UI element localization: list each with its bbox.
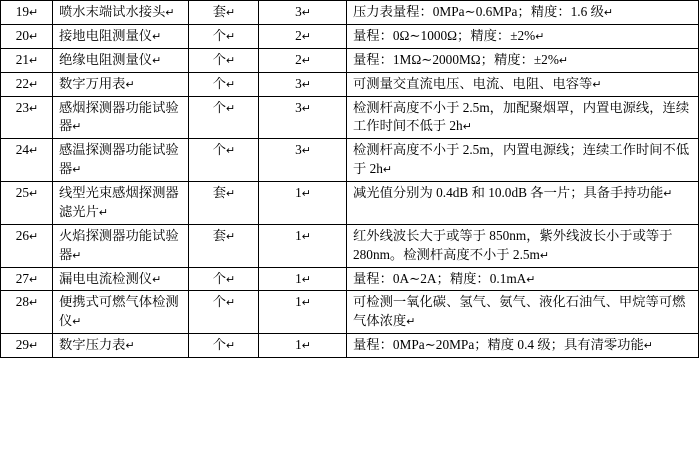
equipment-quantity-text: 3 (295, 4, 302, 19)
equipment-quantity-text: 3 (295, 75, 302, 91)
equipment-name (53, 267, 189, 291)
paragraph-mark-icon: ↵ (603, 7, 614, 19)
paragraph-mark-icon: ↵ (663, 188, 673, 200)
table-row (1, 334, 699, 358)
paragraph-mark-icon: ↵ (152, 273, 162, 286)
paragraph-mark-icon: ↵ (165, 7, 175, 19)
table-row (1, 96, 699, 139)
equipment-quantity (259, 139, 347, 182)
row-index-text: 22 (15, 75, 30, 91)
equipment-unit-text: 套 (212, 185, 227, 200)
equipment-unit (189, 139, 259, 182)
paragraph-mark-icon: ↵ (226, 145, 236, 158)
equipment-spec (347, 24, 699, 48)
equipment-unit-text: 个 (212, 51, 227, 67)
paragraph-mark-icon: ↵ (29, 54, 39, 67)
equipment-name-text: 绝缘电阻测量仪 (59, 51, 153, 67)
equipment-quantity (259, 267, 347, 291)
equipment-name (53, 48, 189, 72)
equipment-quantity (259, 1, 347, 25)
row-index (1, 48, 53, 72)
equipment-quantity (259, 334, 347, 358)
table-row (1, 48, 699, 72)
paragraph-mark-icon: ↵ (226, 230, 236, 243)
equipment-name-text: 数字万用表 (59, 75, 126, 91)
paragraph-mark-icon: ↵ (301, 273, 311, 286)
equipment-unit (189, 182, 259, 225)
paragraph-mark-icon: ↵ (29, 273, 39, 286)
equipment-quantity-text: 2 (295, 51, 302, 67)
equipment-unit-text: 个 (212, 142, 227, 158)
equipment-name-text: 接地电阻测量仪 (59, 27, 153, 43)
equipment-name-text: 数字压力表 (59, 337, 126, 353)
equipment-unit (189, 267, 259, 291)
paragraph-mark-icon: ↵ (29, 188, 39, 200)
paragraph-mark-icon: ↵ (526, 273, 536, 286)
equipment-name-text: 感温探测器功能试验器 (59, 142, 179, 177)
paragraph-mark-icon: ↵ (29, 340, 39, 353)
equipment-quantity (259, 96, 347, 139)
paragraph-mark-icon: ↵ (226, 340, 236, 353)
paragraph-mark-icon: ↵ (226, 297, 236, 310)
equipment-unit-text: 套 (212, 4, 227, 19)
equipment-name (53, 334, 189, 358)
row-index-text: 21 (15, 51, 30, 67)
row-index (1, 291, 53, 334)
paragraph-mark-icon: ↵ (301, 145, 311, 158)
row-index (1, 1, 53, 25)
paragraph-mark-icon: ↵ (72, 316, 82, 329)
equipment-quantity-text: 2 (295, 27, 302, 43)
equipment-name-text: 感烟探测器功能试验器 (59, 99, 179, 134)
equipment-spec-text: 量程：0A∼2A；精度：0.1mA (353, 270, 527, 286)
paragraph-mark-icon: ↵ (301, 102, 311, 115)
row-index (1, 24, 53, 48)
equipment-spec-text: 压力表量程：0MPa∼0.6MPa；精度：1.6 级 (353, 4, 604, 19)
equipment-quantity (259, 72, 347, 96)
paragraph-mark-icon: ↵ (558, 54, 569, 67)
equipment-unit-text: 套 (212, 227, 227, 243)
equipment-name-text: 便携式可燃气体检测仪 (59, 294, 179, 329)
equipment-spec-text: 可测量交直流电压、电流、电阻、电容等 (353, 75, 593, 91)
paragraph-mark-icon: ↵ (72, 249, 82, 262)
equipment-spec-text: 量程：0MPa∼20MPa；精度 0.4 级；具有清零功能 (353, 337, 644, 353)
equipment-name (53, 1, 189, 25)
paragraph-mark-icon: ↵ (301, 297, 311, 310)
equipment-quantity (259, 48, 347, 72)
equipment-spec-text: 检测杆高度不小于 2.5m，内置电源线；连续工作时间不低于 2h (353, 142, 690, 177)
paragraph-mark-icon: ↵ (29, 7, 39, 19)
paragraph-mark-icon: ↵ (29, 102, 39, 115)
equipment-quantity-text: 3 (295, 142, 302, 158)
paragraph-mark-icon: ↵ (152, 30, 162, 43)
equipment-spec (347, 72, 699, 96)
equipment-quantity-text: 1 (295, 337, 302, 353)
equipment-quantity (259, 291, 347, 334)
row-index-text: 28 (15, 294, 30, 310)
paragraph-mark-icon: ↵ (98, 206, 109, 219)
paragraph-mark-icon: ↵ (152, 54, 162, 67)
row-index-text: 27 (15, 270, 30, 286)
equipment-unit (189, 291, 259, 334)
paragraph-mark-icon: ↵ (643, 340, 653, 353)
equipment-name-text: 火焰探测器功能试验器 (59, 227, 179, 262)
row-index (1, 334, 53, 358)
row-index-text: 25 (15, 185, 30, 200)
row-index-text: 29 (15, 337, 30, 353)
equipment-quantity (259, 224, 347, 267)
paragraph-mark-icon: ↵ (29, 297, 39, 310)
row-index-text: 19 (15, 4, 30, 19)
row-index-text: 24 (15, 142, 30, 158)
paragraph-mark-icon: ↵ (301, 230, 311, 243)
equipment-spec (347, 224, 699, 267)
paragraph-mark-icon: ↵ (539, 249, 550, 262)
equipment-quantity (259, 182, 347, 225)
equipment-name (53, 182, 189, 225)
row-index (1, 96, 53, 139)
table-row (1, 24, 699, 48)
row-index (1, 139, 53, 182)
table-row (1, 224, 699, 267)
paragraph-mark-icon: ↵ (72, 121, 82, 134)
paragraph-mark-icon: ↵ (29, 78, 39, 91)
paragraph-mark-icon: ↵ (125, 340, 135, 353)
equipment-name (53, 24, 189, 48)
paragraph-mark-icon: ↵ (72, 164, 82, 177)
equipment-unit (189, 224, 259, 267)
paragraph-mark-icon: ↵ (226, 188, 236, 200)
paragraph-mark-icon: ↵ (301, 7, 311, 19)
equipment-unit-text: 个 (212, 294, 227, 310)
equipment-name (53, 139, 189, 182)
row-index-text: 20 (15, 27, 30, 43)
equipment-quantity-text: 1 (295, 270, 302, 286)
equipment-unit-text: 个 (212, 337, 227, 353)
table-row (1, 267, 699, 291)
equipment-unit-text: 个 (212, 27, 227, 43)
paragraph-mark-icon: ↵ (301, 78, 311, 91)
equipment-quantity-text: 1 (295, 227, 302, 243)
equipment-name (53, 224, 189, 267)
equipment-name (53, 72, 189, 96)
equipment-spec (347, 182, 699, 225)
equipment-spec-text: 减光值分别为 0.4dB 和 10.0dB 各一片；具备手持功能 (353, 185, 664, 200)
equipment-spec-text: 量程：1MΩ∼2000MΩ；精度：±2% (353, 51, 559, 67)
row-index (1, 182, 53, 225)
equipment-unit (189, 72, 259, 96)
paragraph-mark-icon: ↵ (29, 230, 39, 243)
equipment-spec-text: 检测杆高度不小于 2.5m，加配聚烟罩，内置电源线，连续工作时间不低于 2h (353, 99, 690, 134)
equipment-spec (347, 334, 699, 358)
paragraph-mark-icon: ↵ (226, 7, 236, 19)
equipment-spec-text: 红外线波长大于或等于 850nm，紫外线波长小于或等于 280nm。检测杆高度不小于 2.5m (353, 227, 676, 262)
equipment-spec-text: 可检测一氧化碳、氢气、氨气、液化石油气、甲烷等可燃气体浓度 (353, 294, 686, 329)
table-row (1, 1, 699, 25)
row-index (1, 224, 53, 267)
equipment-quantity-text: 1 (295, 185, 302, 200)
paragraph-mark-icon: ↵ (29, 30, 39, 43)
equipment-spec-text: 量程：0Ω∼1000Ω；精度：±2% (353, 27, 536, 43)
paragraph-mark-icon: ↵ (592, 78, 602, 91)
paragraph-mark-icon: ↵ (382, 164, 393, 177)
equipment-spec (347, 291, 699, 334)
paragraph-mark-icon: ↵ (226, 273, 236, 286)
table-body (1, 1, 699, 358)
paragraph-mark-icon: ↵ (535, 30, 545, 43)
row-index-text: 26 (15, 227, 30, 243)
paragraph-mark-icon: ↵ (301, 30, 311, 43)
equipment-quantity (259, 24, 347, 48)
equipment-unit (189, 48, 259, 72)
paragraph-mark-icon: ↵ (226, 102, 236, 115)
table-row (1, 182, 699, 225)
paragraph-mark-icon: ↵ (226, 54, 236, 67)
paragraph-mark-icon: ↵ (462, 121, 472, 134)
equipment-unit-text: 个 (212, 99, 227, 115)
equipment-spec (347, 139, 699, 182)
equipment-spec (347, 267, 699, 291)
equipment-unit (189, 1, 259, 25)
row-index-text: 23 (15, 99, 30, 115)
table-row (1, 291, 699, 334)
equipment-name-text: 漏电电流检测仪 (59, 270, 153, 286)
equipment-name (53, 96, 189, 139)
paragraph-mark-icon: ↵ (301, 188, 311, 200)
equipment-name (53, 291, 189, 334)
equipment-unit (189, 96, 259, 139)
equipment-quantity-text: 1 (295, 294, 302, 310)
paragraph-mark-icon: ↵ (226, 78, 236, 91)
table-row (1, 72, 699, 96)
paragraph-mark-icon: ↵ (301, 54, 311, 67)
paragraph-mark-icon: ↵ (226, 30, 236, 43)
equipment-quantity-text: 3 (295, 99, 302, 115)
paragraph-mark-icon: ↵ (406, 316, 416, 329)
equipment-spec (347, 1, 699, 25)
table-row (1, 139, 699, 182)
paragraph-mark-icon: ↵ (301, 340, 311, 353)
equipment-unit (189, 334, 259, 358)
equipment-unit (189, 24, 259, 48)
paragraph-mark-icon: ↵ (29, 145, 39, 158)
row-index (1, 267, 53, 291)
row-index (1, 72, 53, 96)
equipment-name-text: 喷水末端试水接头 (59, 4, 166, 19)
equipment-unit-text: 个 (212, 75, 227, 91)
equipment-spec (347, 96, 699, 139)
equipment-spec (347, 48, 699, 72)
paragraph-mark-icon: ↵ (125, 78, 135, 91)
equipment-unit-text: 个 (212, 270, 227, 286)
equipment-name-text: 线型光束感烟探测器滤光片 (59, 185, 179, 219)
